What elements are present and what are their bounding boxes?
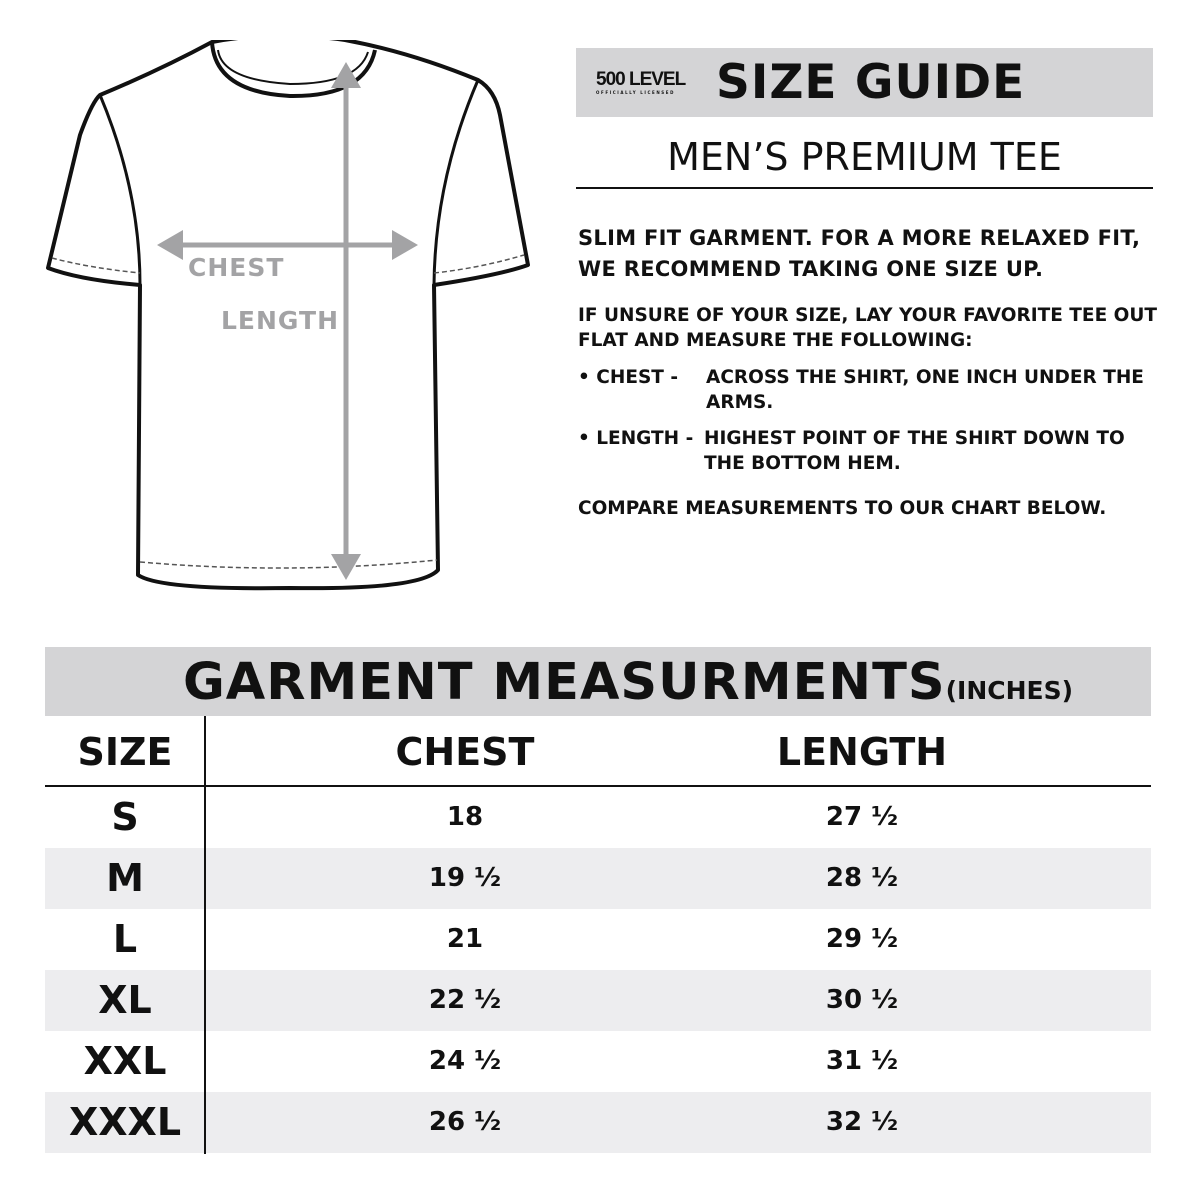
brand-tagline: OFFICIALLY LICENSED: [596, 90, 676, 95]
length-label: LENGTH: [221, 306, 339, 335]
table-row: [45, 1092, 1151, 1153]
chest-cell: 21: [446, 924, 484, 954]
size-cell: M: [106, 856, 144, 900]
length-cell: 31 ½: [825, 1046, 899, 1076]
table-row: [45, 848, 1151, 909]
fit-note: SLIM FIT GARMENT. FOR A MORE RELAXED FIT, WE RECOMMEND TAKING ONE SIZE UP.: [578, 226, 1141, 281]
size-cell: XL: [98, 978, 152, 1022]
size-cell: L: [112, 917, 138, 961]
length-cell: 32 ½: [825, 1107, 899, 1137]
chest-cell: 24 ½: [428, 1046, 502, 1076]
table-header-row: [45, 716, 1151, 786]
tshirt-diagram: [40, 40, 540, 600]
length-cell: 30 ½: [825, 985, 899, 1015]
divider: [576, 187, 1153, 189]
size-cell: XXXL: [68, 1100, 182, 1144]
table-row: [45, 1031, 1151, 1092]
page-title: SIZE GUIDE: [716, 55, 1026, 110]
unsure-note: IF UNSURE OF YOUR SIZE, LAY YOUR FAVORITE TEE OUT FLAT AND MEASURE THE FOLLOWING:: [578, 305, 1158, 351]
compare-note: COMPARE MEASUREMENTS TO OUR CHART BELOW.: [578, 498, 1107, 519]
chest-label: CHEST: [188, 253, 285, 282]
length-cell: 28 ½: [825, 863, 899, 893]
length-cell: 29 ½: [825, 924, 899, 954]
column-divider: [204, 716, 206, 1154]
table-unit: (INCHES): [945, 676, 1074, 705]
size-cell: XXL: [83, 1039, 167, 1083]
header-divider: [45, 785, 1151, 787]
length-cell: 27 ½: [825, 802, 899, 832]
column-header-length: LENGTH: [776, 730, 948, 774]
brand-logo: [596, 70, 706, 100]
size-cell: S: [111, 795, 139, 839]
bullet-length-term: • LENGTH -: [578, 428, 694, 449]
column-header-size: SIZE: [77, 730, 173, 774]
chest-cell: 26 ½: [428, 1107, 502, 1137]
table-row: [45, 909, 1151, 970]
table-title-text: GARMENT MEASURMENTS: [182, 653, 946, 712]
chest-cell: 18: [446, 802, 484, 832]
brand-name: 500 LEVEL: [596, 69, 686, 90]
column-header-chest: CHEST: [395, 730, 535, 774]
bullet-chest-term: • CHEST -: [578, 367, 679, 388]
product-subtitle: MEN’S PREMIUM TEE: [667, 135, 1062, 179]
table-row: [45, 970, 1151, 1031]
bullet-length-desc: HIGHEST POINT OF THE SHIRT DOWN TO THE BOTTOM HEM.: [704, 428, 1125, 474]
table-row: [45, 787, 1151, 848]
bullet-chest-desc: ACROSS THE SHIRT, ONE INCH UNDER THE ARMS.: [706, 367, 1144, 413]
chest-cell: 19 ½: [428, 863, 502, 893]
chest-cell: 22 ½: [428, 985, 502, 1015]
